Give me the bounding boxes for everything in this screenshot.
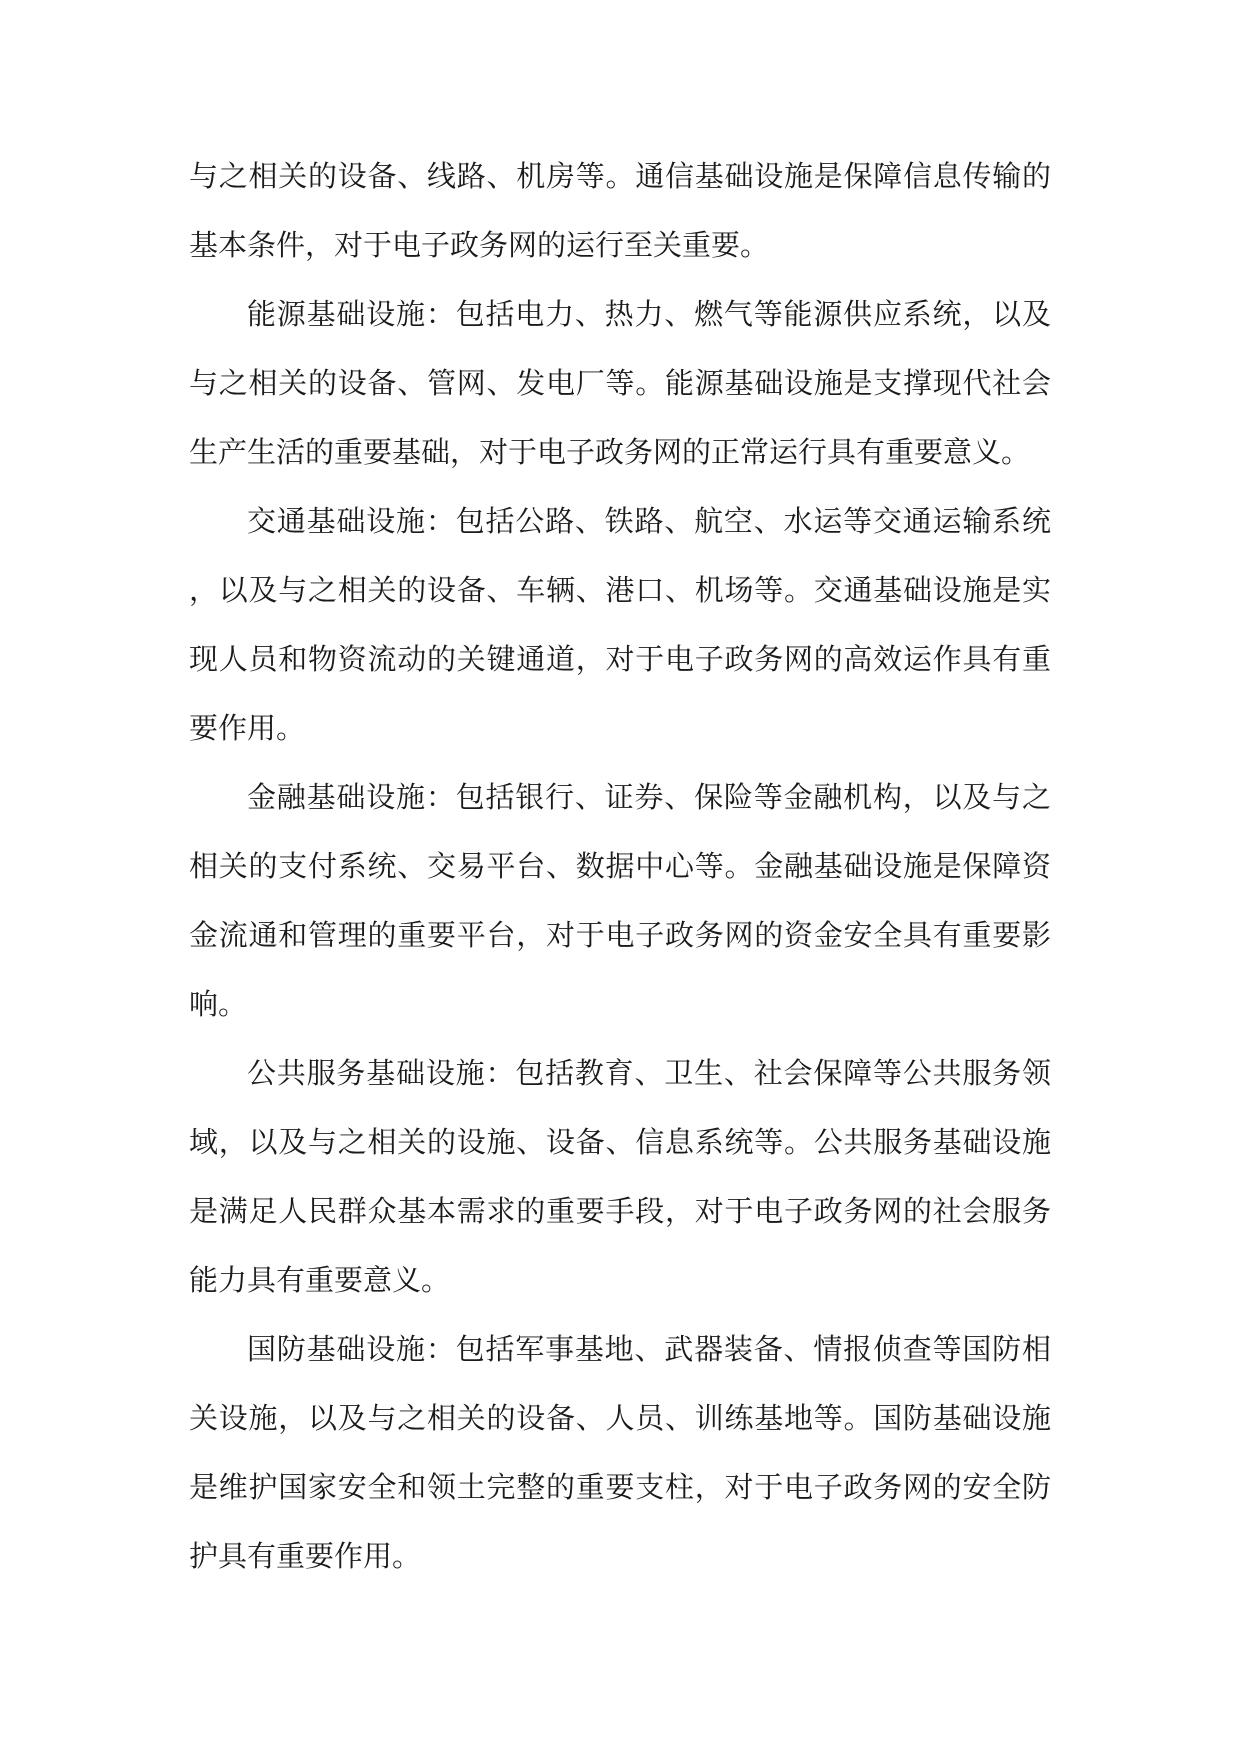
paragraph-transport-infrastructure: 交通基础设施：包括公路、铁路、航空、水运等交通运输系统，以及与之相关的设备、车辆、港口、机场等。交通基础设施是实现人员和物资流动的关键通道，对于电子政务网的高效运作具有重要作用。: [189, 504, 1051, 745]
paragraph-communications-continued: 与之相关的设备、线路、机房等。通信基础设施是保障信息传输的基本条件，对于电子政务网的运行至关重要。: [189, 159, 1051, 262]
body-text: [189, 142, 1051, 1591]
paragraph-defense-infrastructure: 国防基础设施：包括军事基地、武器装备、情报侦查等国防相关设施，以及与之相关的设备、人员、训练基地等。国防基础设施是维护国家安全和领土完整的重要支柱，对于电子政务网的安全防护具有重要作用。: [189, 1332, 1051, 1573]
paragraph-public-service-infrastructure: 公共服务基础设施：包括教育、卫生、社会保障等公共服务领域，以及与之相关的设施、设备、信息系统等。公共服务基础设施是满足人民群众基本需求的重要手段，对于电子政务网的社会服务能力具有重要意义。: [189, 1056, 1051, 1297]
paragraph-energy-infrastructure: 能源基础设施：包括电力、热力、燃气等能源供应系统，以及与之相关的设备、管网、发电厂等。能源基础设施是支撑现代社会生产生活的重要基础，对于电子政务网的正常运行具有重要意义。: [189, 297, 1051, 469]
paragraph-financial-infrastructure: 金融基础设施：包括银行、证券、保险等金融机构，以及与之相关的支付系统、交易平台、数据中心等。金融基础设施是保障资金流通和管理的重要平台，对于电子政务网的资金安全具有重要影响。: [189, 780, 1051, 1021]
